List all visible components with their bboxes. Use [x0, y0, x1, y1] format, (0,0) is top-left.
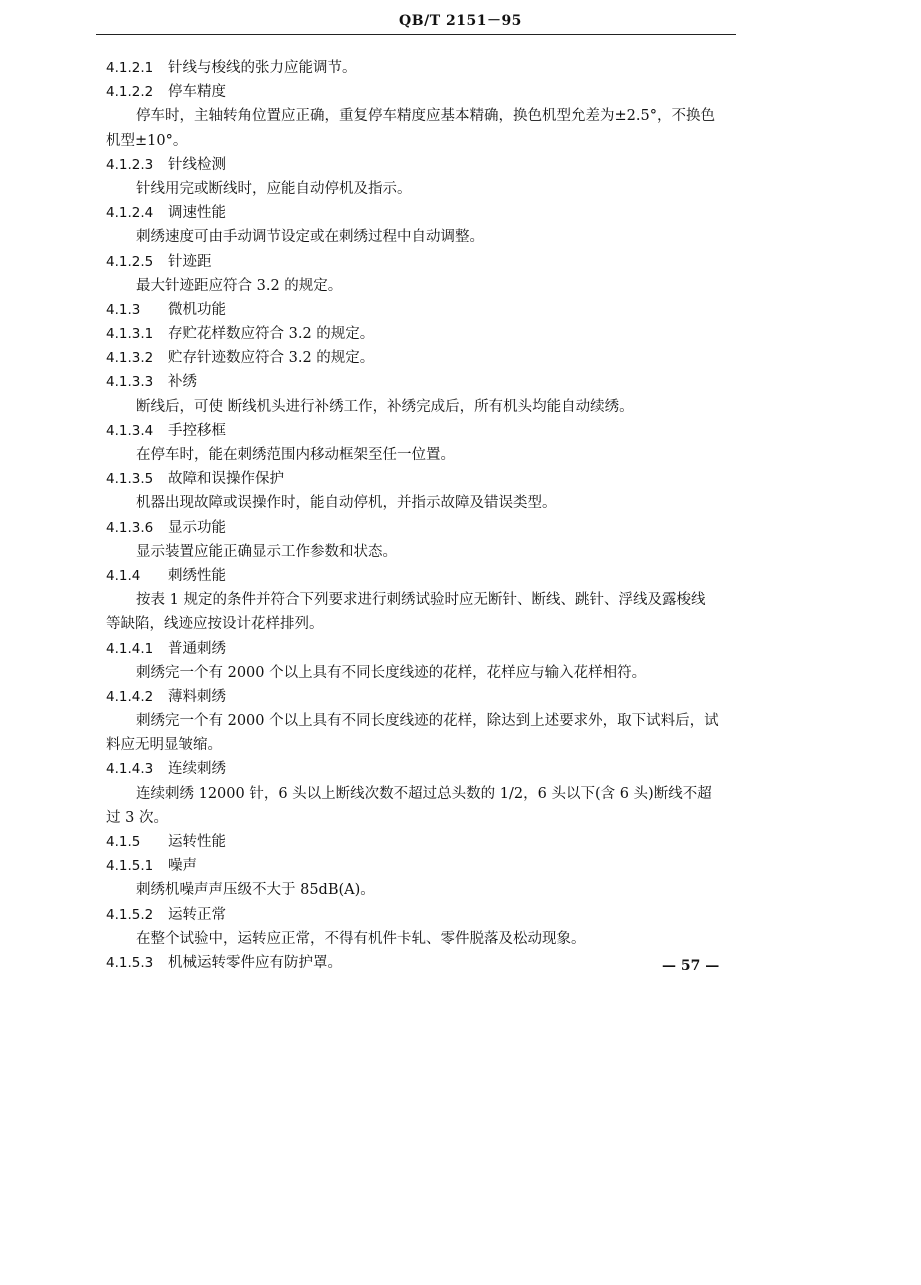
clause-text: 机器出现故障或误操作时，能自动停机，并指示故障及错误类型。	[136, 495, 557, 512]
clause-text: 刺绣完一个有 2000 个以上具有不同长度线迹的花样，花样应与输入花样相符。	[136, 664, 647, 681]
clause-number: 4.1.3.4	[106, 422, 154, 439]
clause-number: 4.1.5.3	[106, 954, 154, 971]
clause-text: 断线后，可使 断线机头进行补绣工作，补绣完成后，所有机头均能自动续绣。	[136, 398, 634, 415]
clause-number: 4.1.2.5	[106, 253, 154, 270]
clause-heading	[106, 685, 746, 709]
clause-text: 针线与梭线的张力应能调节。	[168, 60, 357, 76]
page-number: — 57 —	[662, 958, 720, 974]
clause-text: 刺绣机噪声声压级不大于 85dB(A)。	[136, 882, 375, 899]
clause-heading	[106, 80, 746, 104]
clause-heading	[106, 467, 746, 491]
clause-text: 停车精度	[168, 84, 226, 101]
clause-text: 等缺陷，线迹应按设计花样排列。	[106, 616, 324, 633]
clause-heading	[106, 830, 746, 854]
clause-text-line	[106, 661, 746, 685]
clause-text: 在停车时，能在刺绣范围内移动框架至任一位置。	[136, 447, 455, 463]
clause-text-line	[106, 612, 746, 636]
clause-text-line	[106, 491, 746, 515]
clause-text: 运转正常	[168, 906, 226, 923]
clause-heading	[106, 322, 746, 346]
clause-text: 运转性能	[168, 834, 226, 850]
clause-heading	[106, 516, 746, 540]
header-rule	[96, 34, 736, 35]
clause-heading	[106, 637, 746, 661]
clause-number: 4.1.3.1	[106, 326, 154, 343]
clause-text: 在整个试验中，运转应正常，不得有机件卡轧、零件脱落及松动现象。	[136, 930, 586, 947]
clause-text: 存贮花样数应符合 3.2 的规定。	[168, 326, 375, 343]
clause-text: 补绣	[168, 374, 197, 391]
document-body	[106, 56, 746, 975]
clause-text: 料应无明显皱缩。	[106, 737, 222, 754]
clause-text-line	[106, 395, 746, 419]
clause-text-line	[106, 588, 746, 612]
clause-heading	[106, 419, 746, 443]
clause-text-line	[106, 806, 746, 830]
clause-text: 停车时，主轴转角位置应正确，重复停车精度应基本精确，换色机型允差为±2.5°，不换色	[136, 108, 715, 125]
clause-text: 按表 1 规定的条件并符合下列要求进行刺绣试验时应无断针、断线、跳针、浮线及露梭线	[136, 592, 706, 609]
clause-heading	[106, 201, 746, 225]
clause-text-line	[106, 878, 746, 902]
clause-text: 刺绣完一个有 2000 个以上具有不同长度线迹的花样，除达到上述要求外，取下试料后，试	[136, 713, 719, 730]
clause-text: 刺绣速度可由手动调节设定或在刺绣过程中自动调整。	[136, 229, 484, 246]
clause-text-line	[106, 927, 746, 951]
clause-number: 4.1.2.2	[106, 84, 154, 101]
clause-text-line	[106, 540, 746, 564]
clause-text: 针线检测	[168, 156, 226, 173]
clause-number: 4.1.5.1	[106, 858, 154, 875]
clause-text-line	[106, 733, 746, 757]
clause-number: 4.1.2.4	[106, 205, 154, 222]
clause-text-line	[106, 129, 746, 153]
clause-text: 显示功能	[168, 519, 226, 536]
clause-heading	[106, 757, 746, 781]
standard-code-header: QB/T 2151－95	[399, 13, 522, 29]
clause-text: 普通刺绣	[168, 640, 226, 657]
clause-text: 针迹距	[168, 253, 212, 270]
clause-heading	[106, 56, 746, 80]
clause-text-line	[106, 225, 746, 249]
clause-heading	[106, 903, 746, 927]
clause-text: 连续刺绣 12000 针，6 头以上断线次数不超过总头数的 1/2，6 头以下(含 6 头)断线不超	[136, 785, 712, 802]
clause-number: 4.1.4.2	[106, 688, 154, 705]
clause-heading	[106, 298, 746, 322]
clause-number: 4.1.3.6	[106, 519, 154, 536]
clause-number: 4.1.2.3	[106, 156, 154, 173]
clause-text: 机型±10°。	[106, 132, 188, 149]
clause-text-line	[106, 709, 746, 733]
clause-number: 4.1.3.5	[106, 471, 154, 488]
clause-text: 微机功能	[168, 301, 226, 318]
clause-text: 薄料刺绣	[168, 688, 226, 705]
clause-text: 调速性能	[168, 205, 226, 222]
clause-heading	[106, 951, 746, 975]
clause-number: 4.1.3.2	[106, 350, 154, 367]
clause-heading	[106, 370, 746, 394]
clause-text: 故障和误操作保护	[168, 471, 284, 488]
clause-text: 最大针迹距应符合 3.2 的规定。	[136, 277, 343, 294]
clause-heading	[106, 564, 746, 588]
clause-heading	[106, 854, 746, 878]
clause-text: 机械运转零件应有防护罩。	[168, 954, 342, 971]
clause-number: 4.1.5	[106, 834, 141, 850]
clause-number: 4.1.4.1	[106, 640, 154, 657]
clause-text-line	[106, 177, 746, 201]
clause-text: 手控移框	[168, 422, 226, 439]
clause-heading	[106, 153, 746, 177]
clause-text: 贮存针迹数应符合 3.2 的规定。	[168, 350, 375, 367]
clause-text: 显示装置应能正确显示工作参数和状态。	[136, 543, 397, 560]
clause-number: 4.1.5.2	[106, 906, 154, 923]
clause-number: 4.1.3	[106, 301, 141, 318]
clause-text-line	[106, 782, 746, 806]
clause-text: 连续刺绣	[168, 761, 226, 778]
clause-heading	[106, 346, 746, 370]
clause-text-line	[106, 443, 746, 467]
clause-number: 4.1.4	[106, 567, 141, 584]
clause-text: 过 3 次。	[106, 809, 168, 826]
clause-number: 4.1.2.1	[106, 60, 154, 76]
clause-text-line	[106, 104, 746, 128]
clause-number: 4.1.3.3	[106, 374, 154, 391]
clause-text: 噪声	[168, 858, 197, 875]
clause-number: 4.1.4.3	[106, 761, 154, 778]
clause-text: 针线用完或断线时，应能自动停机及指示。	[136, 180, 412, 197]
clause-text: 刺绣性能	[168, 567, 226, 584]
clause-text-line	[106, 274, 746, 298]
clause-heading	[106, 250, 746, 274]
